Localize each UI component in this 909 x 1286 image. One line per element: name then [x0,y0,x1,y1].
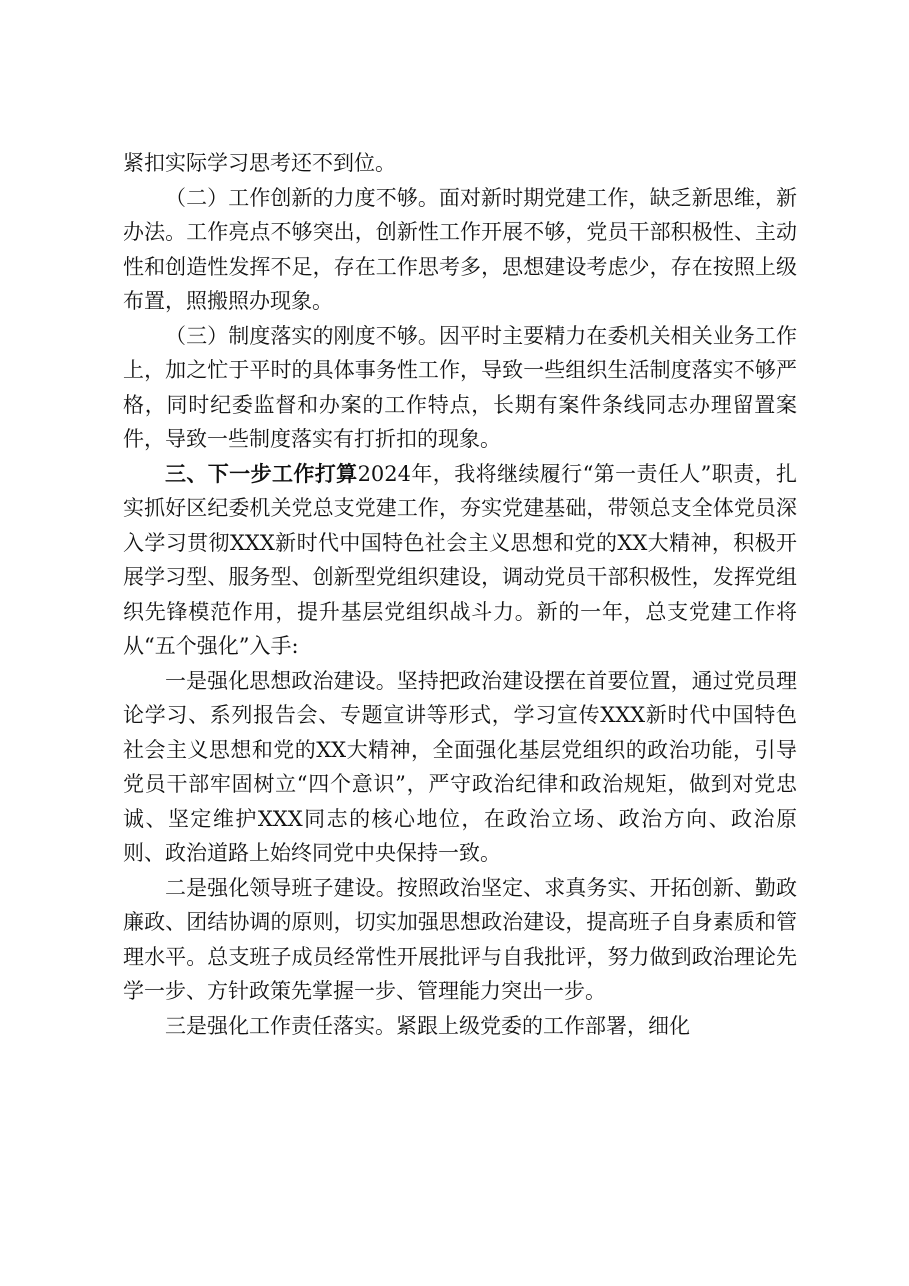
paragraph-text: 一是强化思想政治建设。坚持把政治建设摆在首要位置，通过党员理论学习、系列报告会、专题宣讲等形式，学习宣传XXX新时代中国特色社会主义思想和党的XX大精神，全面强化基层党组织的政治功能，引导党员干部牢固树立“四个意识”，严守政治纪律和政治规矩，做到对党忠诚、坚定维护XXX同志的核心地位，在政治立场、政治方向、政治原则、政治道路上始终同党中央保持一致。 [123,668,797,865]
paragraph-political-building [123,664,797,871]
paragraph-responsibility [123,1009,797,1044]
paragraph-continuation [123,146,797,181]
paragraph-system-implementation [123,319,797,457]
paragraph-text: 紧扣实际学习思考还不到位。 [123,151,396,175]
document-body [123,146,797,1043]
paragraph-next-steps [123,457,797,664]
paragraph-text: （三）制度落实的刚度不够。因平时主要精力在委机关相关业务工作上，加之忙于平时的具体事务性工作，导致一些组织生活制度落实不够严格，同时纪委监督和办案的工作特点，长期有案件条线同志办理留置案件，导致一些制度落实有打折扣的现象。 [123,323,797,451]
paragraph-text: 三是强化工作责任落实。紧跟上级党委的工作部署，细化 [165,1013,690,1038]
paragraph-text: （二）工作创新的力度不够。面对新时期党建工作，缺乏新思维，新办法。工作亮点不够突出，创新性工作开展不够，党员干部积极性、主动性和创造性发挥不足，存在工作思考多，思想建设考虑少，存在按照上级布置，照搬照办现象。 [123,185,797,313]
paragraph-text: 2024年，我将继续履行“第一责任人”职责，扎实抓好区纪委机关党总支党建工作，夯实党建基础，带领总支全体党员深入学习贯彻XXX新时代中国特色社会主义思想和党的XX大精神，积极开展学习型、服务型、创新型党组织建设，调动党员干部积极性，发挥党组织先锋模范作用，提升基层党组织战斗力。新的一年，总支党建工作将从“五个强化”入手: [123,461,797,658]
section-heading: 三、下一步工作打算 [165,461,358,486]
paragraph-leadership-building [123,871,797,1009]
paragraph-text: 二是强化领导班子建设。按照政治坚定、求真务实、开拓创新、勤政廉政、团结协调的原则，切实加强思想政治建设，提高班子自身素质和管理水平。总支班子成员经常性开展批评与自我批评，努力做到政治理论先学一步、方针政策先掌握一步、管理能力突出一步。 [123,875,797,1003]
paragraph-innovation [123,181,797,319]
